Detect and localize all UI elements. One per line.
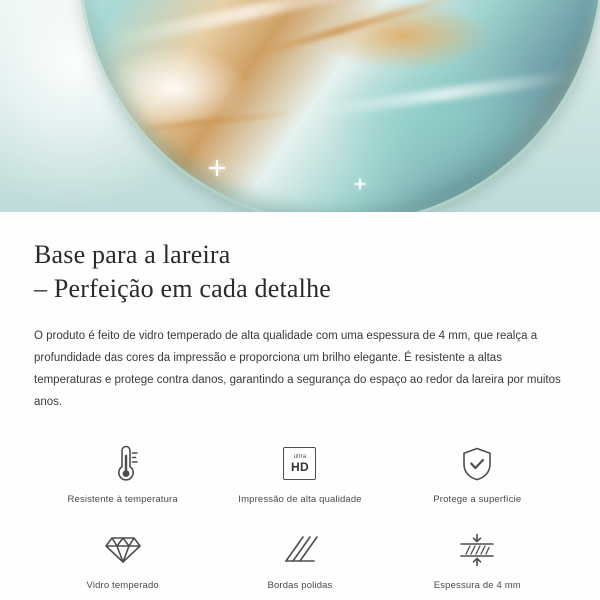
thermometer-icon — [106, 443, 140, 485]
ultra-hd-icon — [283, 443, 316, 485]
feature-label: Bordas polidas — [267, 579, 333, 591]
ultra-hd-badge-top: ultra — [293, 454, 307, 461]
feature-grid — [34, 439, 566, 597]
content-block — [0, 212, 600, 597]
polished-edges-icon — [282, 529, 318, 571]
feature-item-tempered-glass — [34, 525, 211, 597]
glass-plate — [78, 0, 600, 212]
feature-item-polished-edges — [211, 525, 388, 597]
page-title — [34, 238, 566, 307]
feature-label: Espessura de 4 mm — [433, 579, 521, 591]
ultra-hd-badge-bottom: HD — [291, 460, 309, 475]
feature-item-temperature — [34, 439, 211, 511]
diamond-icon — [104, 529, 142, 571]
page-title-line-2: – Perfeição em cada detalhe — [34, 274, 332, 304]
product-paragraph: O produto é feito de vidro temperado de alta qualidade com uma espessura de 4 mm, que realça a profundidade das cores da impressão e proporciona um brilho elegante. É resistente a altas temperaturas e protege contra danos, garantindo a segurança do espaço ao redor da lareira por muitos anos. — [34, 329, 561, 408]
feature-item-print-quality — [211, 439, 388, 511]
feature-label: Vidro temperado — [86, 579, 159, 591]
thickness-arrows-icon — [457, 529, 497, 571]
feature-item-surface-protection — [389, 439, 566, 511]
page-title-line-1: Base para a lareira — [34, 240, 231, 269]
feature-item-thickness — [389, 525, 566, 597]
feature-label: Protege a superfície — [433, 493, 522, 505]
feature-label: Resistente à temperatura — [67, 493, 178, 505]
hero-image — [0, 0, 600, 212]
feature-label: Impressão de alta qualidade — [238, 493, 362, 505]
shield-check-icon — [460, 443, 494, 485]
